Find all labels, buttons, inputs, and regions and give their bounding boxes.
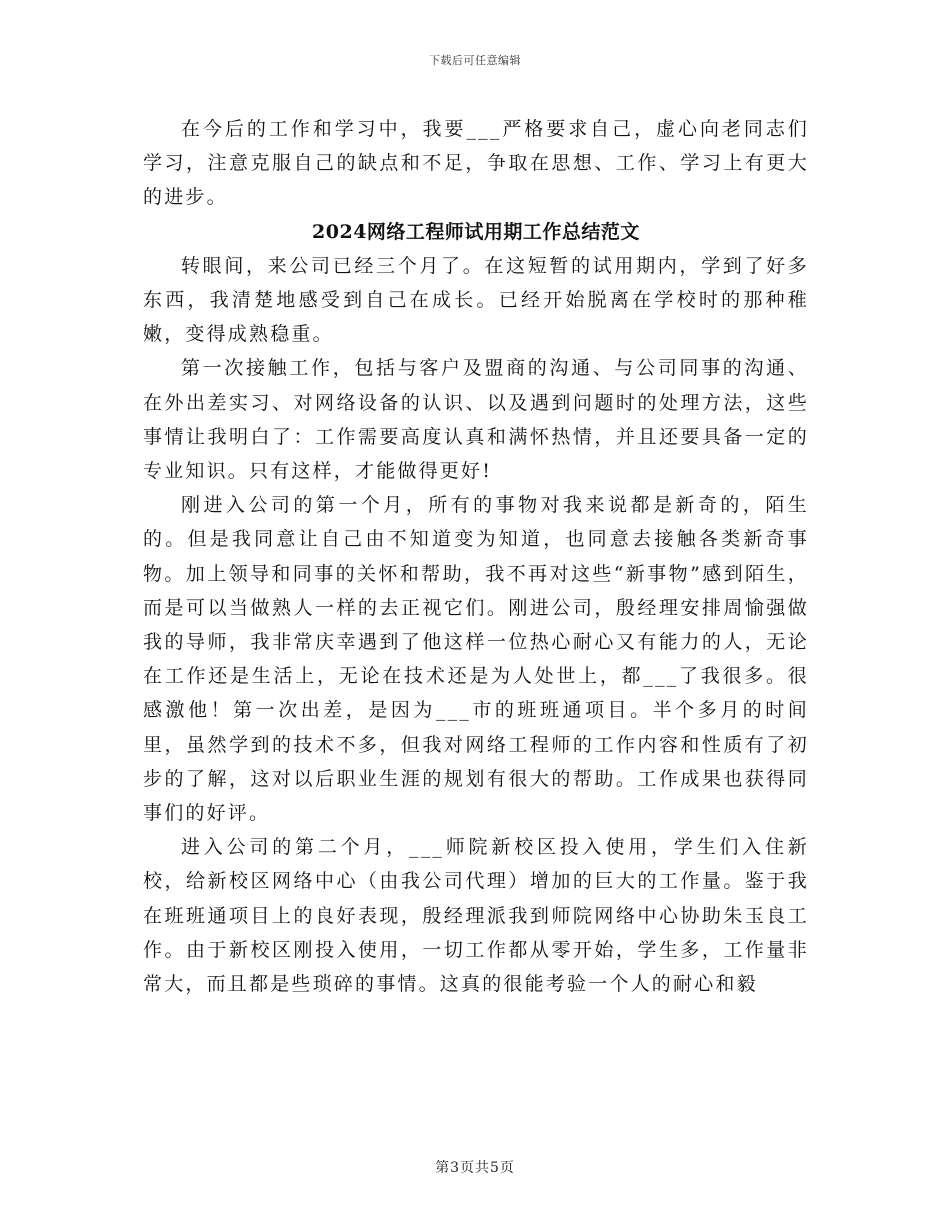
document-body: [143, 112, 809, 1001]
paragraph-1: 转眼间，来公司已经三个月了。在这短暂的试用期内，学到了好多东西，我清楚地感受到自己在成长。已经开始脱离在学校时的那种稚嫩，变得成熟稳重。: [143, 254, 809, 346]
paragraph-3: 刚进入公司的第一个月，所有的事物对我来说都是新奇的，陌生的。但是我同意让自己由不知道变为知道，也同意去接触各类新奇事物。加上领导和同事的关怀和帮助，我不再对这些“新事物”感到陌生，而是可以当做熟人一样的去正视它们。刚进公司，殷经理安排周愉强做我的导师，我非常庆幸遇到了他这样一位热心耐心又有能力的人，无论在工作还是生活上，无论在技术还是为人处世上，都___了我很多。很感激他！第一次出差，是因为___市的班班通项目。半个多月的时间里，虽然学到的技术不多，但我对网络工程师的工作内容和性质有了初步的了解，这对以后职业生涯的规划有很大的帮助。工作成果也获得同事们的好评。: [143, 494, 809, 825]
intro-paragraph: 在今后的工作和学习中，我要___严格要求自己，虚心向老同志们学习，注意克服自己的缺点和不足，争取在思想、工作、学习上有更大的进步。: [143, 118, 809, 209]
page-footer: 第3页共5页: [435, 1160, 515, 1176]
article-title: 2024网络工程师试用期工作总结范文: [312, 220, 640, 243]
paragraph-2: 第一次接触工作，包括与客户及盟商的沟通、与公司同事的沟通、在外出差实习、对网络设备的认识、以及遇到问题时的处理方法，这些事情让我明白了：工作需要高度认真和满怀热情，并且还要具备一定的专业知识。只有这样，才能做得更好!: [143, 357, 809, 483]
page-header-note: 下载后可任意编辑: [429, 54, 521, 67]
paragraph-4: 进入公司的第二个月，___师院新校区投入使用，学生们入住新校，给新校区网络中心（由我公司代理）增加的巨大的工作量。鉴于我在班班通项目上的良好表现，殷经理派我到师院网络中心协助朱玉良工作。由于新校区刚投入使用，一切工作都从零开始，学生多，工作量非常大，而且都是些琐碎的事情。这真的很能考验一个人的耐心和毅: [143, 836, 809, 996]
